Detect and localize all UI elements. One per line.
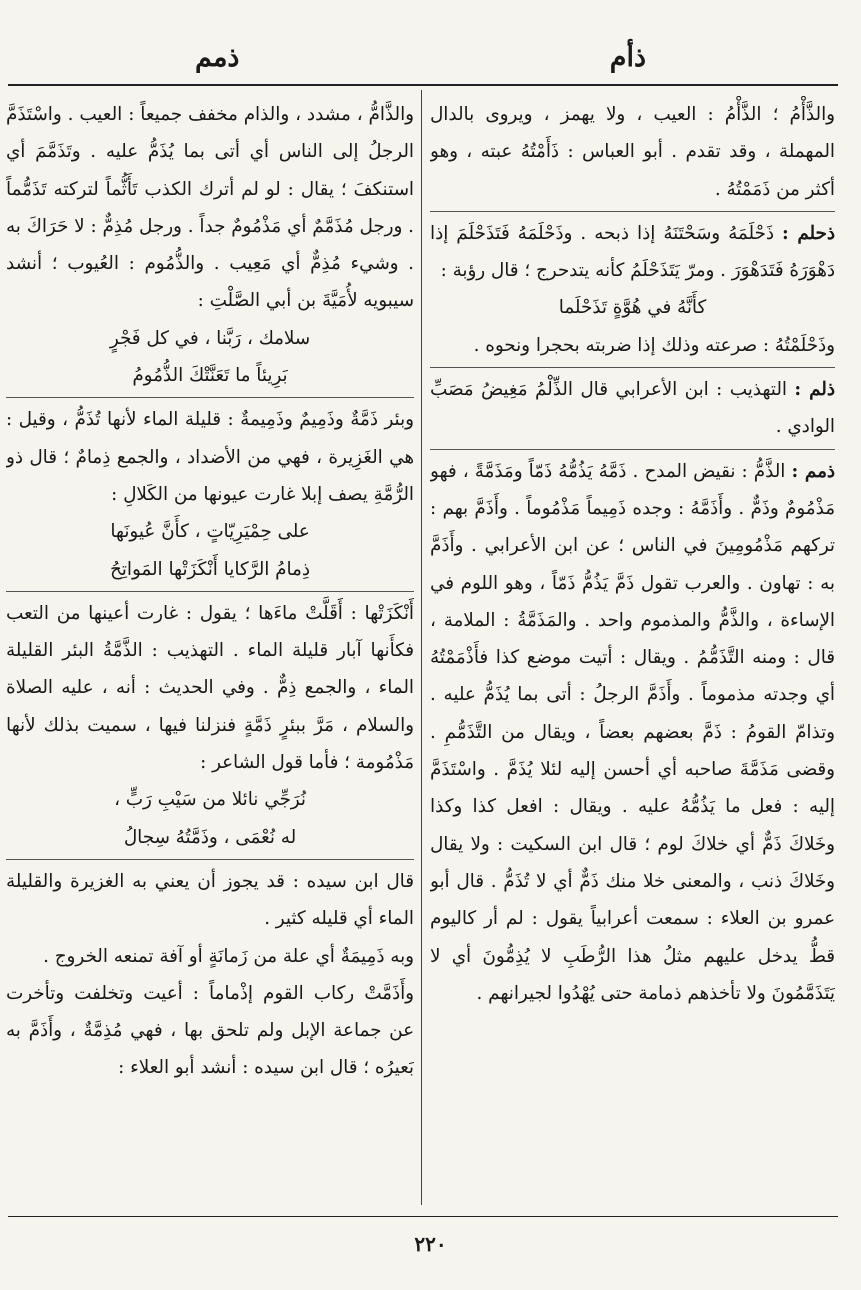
entry-paragraph: والذَّأْمُ ؛ الذَّأْمُ : العيب ، ولا يهمز ، ويروى بالدال المهملة ، وقد تقدم . أبو العباس : ذَأَمْتُهُ عبته ، وهو أكثر من ذَمَمْتُهُ . [430, 104, 835, 200]
entry-text: الذَّمُّ : نقيض المدح . ذَمَّهُ يَذُمُّهُ ذَمّاً ومَذَمَّةً ، فهو مَذْمُومٌ وذَمٌّ . وأَذَمَّهُ : وجده ذَمِيماً مَذْمُوماً . وأَذَمَّ بهم : تركهم مَذْمُومِينَ في الناس ؛ عن ابن الأعرابي . وأَذَمَّ به : تهاون . والعرب تقول ذَمَّ يَذُمُّ ذَمّاً ، وهو اللوم في الإساءة ، والذَّمُّ والمذموم واحد . والمَذَمَّةُ : الملامة ، قال : ومنه التَّذَمُّمُ . ويقال : أتيت موضع كذا فأَذْمَمْتُهُ أي وجدته مذموماً . وأَذَمَّ الرجلُ : أتى بما يُذَمُّ عليه . وتذامّ القومُ : ذَمَّ بعضهم بعضاً ، ويقال من التَّذَمُّمِ . وقضى مَذَمَّةَ صاحبه أي أحسن إليه لئلا يُذَمَّ . واسْتَذَمَّ إليه : فعل ما يَذُمُّهُ عليه . ويقال : افعل كذا وكذا وخَلاكَ ذَمٌّ أي خلاكَ لوم ؛ قال ابن السكيت : ولا يقال وخَلاكَ ذنب ، والمعنى خلا منك ذَمٌّ أي لا تُذَمُّ . قال أبو عمرو بن العلاء : سمعت أعرابياً يقول : لم أر كاليوم قطُّ يدخل عليهم مثلُ هذا الرُّطَبِ لا يُذِمُّونَ أي لا يَتَذَمَّمُونَ ولا تأخذهم ذمامة حتى يُهْدُوا لجيرانهم . [430, 460, 835, 1004]
entry-dhilm [430, 367, 835, 446]
entry-root: ذحلم : [782, 222, 835, 244]
right-headword: ذأم [609, 42, 646, 73]
verse-line: نُرَجِّي نائلا من سَيْبِ رَبٍّ ، [114, 789, 306, 811]
entry-text: التهذيب : ابن الأعرابي قال الذِّلْمُ مَغِيضُ مَصَبِّ الوادي . [430, 379, 835, 438]
entry-paragraph: وأَذَمَّتْ ركاب القوم إذْماماً : أعيت وتخلفت وتأخرت عن جماعة الإبل ولم تلحق بها ، فهي مُذِمَّةٌ ، وأَذَمَّ به بَعيرُه ؛ قال ابن سيده : أنشد أبو العلاء : [6, 982, 414, 1079]
verse-line: سلامك ، رَبَّنا ، في كل فَجْرٍ [109, 327, 311, 349]
entry-root: ذمم : [791, 460, 835, 482]
entry-paragraph: والذَّامُّ ، مشدد ، والذام مخفف جميعاً : العيب . واسْتَذَمَّ الرجلُ إلى الناس أي أتى بما يُذَمُّ عليه . وتَذَمَّمَ أي استنكفَ ؛ يقال : لو لم أترك الكذب تَأَثُّماً لتركته تَذَمُّماً . ورجل مُذَمَّمٌ أي مَذْمُومٌ جداً . ورجل مُذِمٌّ : لا حَرَاكَ به . وشيء مُذِمٌّ أي مَعِيب . والذُّمُوم : العُيوب ؛ أنشد سيبويه لأُمَيَّةَ بن أبي الصَّلْتِ : [6, 104, 414, 312]
page-header [0, 42, 861, 82]
footer-rule [8, 1216, 838, 1217]
entry-paragraph: وبه ذَمِيمَةٌ أي علة من زَمانَةٍ أو آفة تمنعه الخروج . [43, 945, 414, 967]
verse-line: على حِمْيَرِيّاتٍ ، كأَنَّ عُيونَها [110, 521, 310, 543]
left-column [6, 96, 414, 1204]
header-rule [8, 84, 838, 86]
verse-line: ذِمامُ الرَّكايا أَنْكَزَتْها المَواتِحُ [110, 558, 310, 580]
entry-dhamm [430, 449, 835, 1012]
left-headword: ذمم [195, 42, 240, 73]
entry-dhalam [430, 211, 835, 290]
verse-line: كأَنَّهُ في هُوَّةٍ تَذَحْلَما [558, 297, 707, 319]
entry-paragraph: قال ابن سيده : قد يجوز أن يعني به الغزيرة والقليلة الماء أي قليله كثير . [6, 859, 414, 938]
entry-paragraph: وبئر ذَمَّةٌ وذَمِيمٌ وذَمِيمةٌ : قليلة الماء لأنها تُذَمُّ ، وقيل : هي الغَزِيرة ، فهي من الأضداد ، والجمع ذِمامٌ ؛ قال ذو الرُّمَّةِ يصف إبلا غارت عيونها من الكَلالِ : [6, 397, 414, 513]
entry-paragraph: أَنْكَزَتْها : أَقَلَّتْ ماءَها ؛ يقول : غارت أعينها من التعب فكأَنها آبار قليلة الماء . التهذيب : الذَّمَّةُ البئر القليلة الماء ، والجمع ذِمٌّ . وفي الحديث : أنه ، عليه الصلاة والسلام ، مَرَّ ببئرٍ ذَمَّةٍ فنزلنا فيها ، سميت بذلك لأنها مَذْمُومة ؛ فأما قول الشاعر : [6, 591, 414, 781]
entry-paragraph: وذَحْلَمْتُهُ : صرعته وذلك إذا ضربته بحجرا ونحوه . [473, 334, 835, 356]
entry-root: ذلم : [794, 379, 835, 401]
entry-text: ذَحْلَمَهُ وسَحْتَنَهُ إذا ذبحه . وذَحْلَمَهُ فَتَذَحْلَمَ إذا دَهْوَرَهُ فَتَدَهْوَرَ . ومرّ يَتَذَحْلَمُ كأنه يتدحرج ؛ قال رؤبة : [430, 222, 835, 282]
column-divider [421, 90, 422, 1205]
verse-line: له نُعْمَى ، وذَمَّتُهُ سِجالُ [123, 826, 297, 848]
right-column [430, 96, 835, 1204]
page-number: ٢٢٠ [414, 1232, 447, 1256]
verse-line: بَرِيئاً ما تَعَنَّتْكَ الذُّمُومُ [132, 365, 288, 387]
